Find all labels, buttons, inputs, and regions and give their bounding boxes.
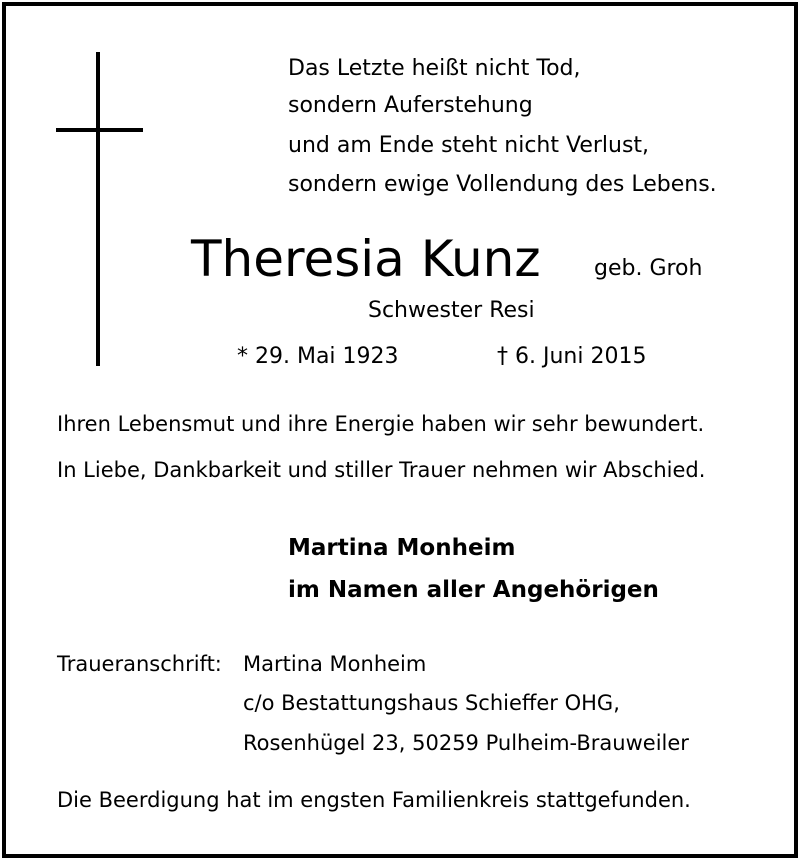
deceased-name: Theresia Kunz [191, 230, 541, 288]
maiden-name: geb. Groh [594, 256, 703, 281]
verse-line-3: und am Ende steht nicht Verlust, [288, 133, 650, 158]
signer-name: Martina Monheim [288, 535, 516, 561]
cross-icon-bar [56, 128, 143, 132]
verse-line-1: Das Letzte heißt nicht Tod, [288, 56, 581, 81]
verse-line-4: sondern ewige Vollendung des Lebens. [288, 172, 717, 197]
message-line-1: Ihren Lebensmut und ihre Energie haben wir sehr bewundert. [57, 412, 705, 436]
address-line-2: c/o Bestattungshaus Schieffer OHG, [243, 691, 620, 715]
message-line-2: In Liebe, Dankbarkeit und stiller Trauer nehmen wir Abschied. [57, 458, 706, 482]
address-label: Traueranschrift: [57, 652, 222, 676]
death-date: † 6. Juni 2015 [497, 344, 647, 369]
verse-line-2: sondern Auferstehung [288, 93, 533, 118]
funeral-note: Die Beerdigung hat im engsten Familienkreis stattgefunden. [57, 788, 691, 812]
nickname: Schwester Resi [368, 298, 535, 323]
address-line-3: Rosenhügel 23, 50259 Pulheim-Brauweiler [243, 731, 689, 755]
signer-subtitle: im Namen aller Angehörigen [288, 577, 659, 603]
birth-date: * 29. Mai 1923 [237, 344, 399, 369]
cross-icon [96, 52, 100, 366]
address-line-1: Martina Monheim [243, 652, 427, 676]
